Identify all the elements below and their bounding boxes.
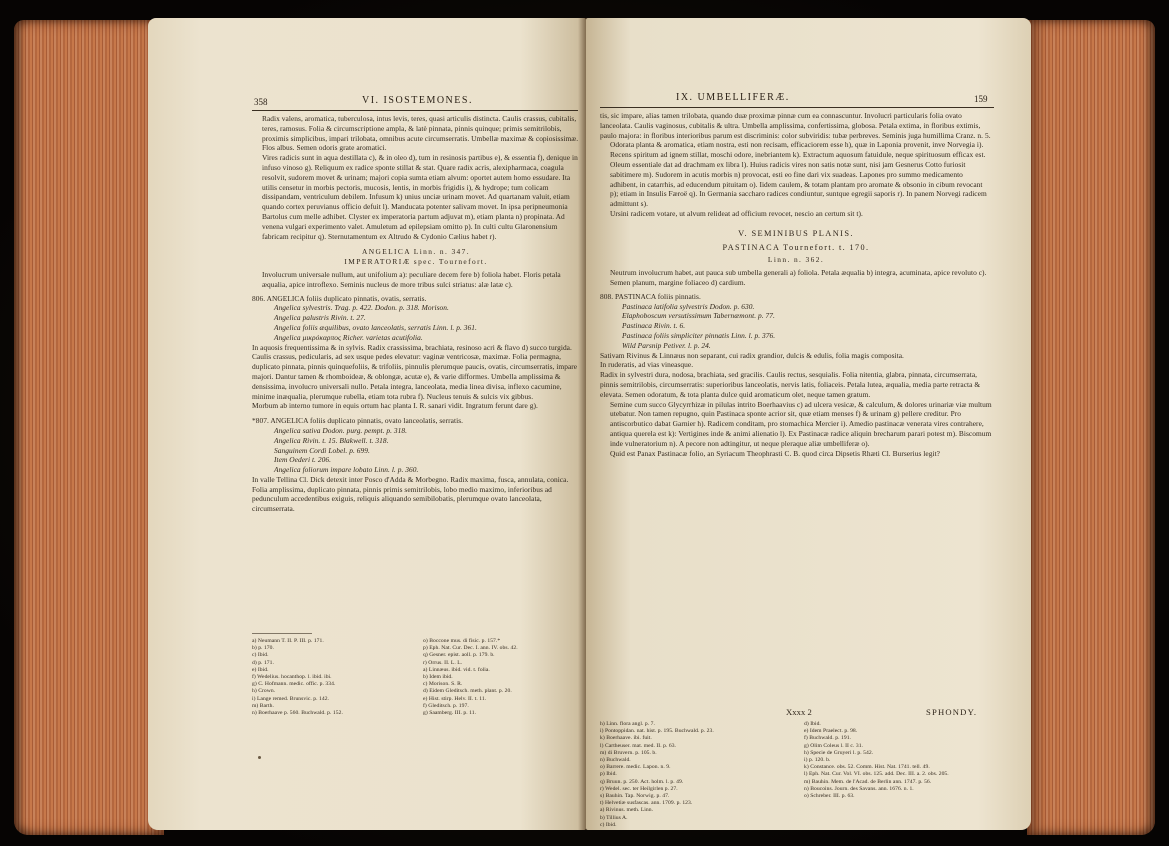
footnote: l) Eph. Nat. Cur. Vol. VI. obs. 125. add. Dec. III. a. 2. obs. 205.	[804, 771, 949, 778]
species-807-text: In valle Tellina Cl. Dick detexit inter Posco d'Adda & Morbegno. Radix maxima, fusca, annulata, conica. Folia amplissima, duplicato pinnata, pinnis primis semitrilobis, lobo medio maximo, inferioribus ad pedunculum accedentibus exiguis, reliquis aliquando semibilobatis, plerumque ovato lanceolata, circumserrata.	[252, 474, 569, 514]
left-page-edges	[14, 20, 164, 835]
right-para-odorata: Odorata planta & aromatica, etiam nostra, esti non recisam, efficaciorem esse h), quæ in Laponia provenit, inve Norvegia i).	[610, 140, 984, 150]
synonym-line: Angelica Rivin. t. 15. Blakwell. t. 318.	[274, 435, 389, 445]
footnote: f) Gleditsch. p. 197.	[423, 702, 469, 709]
synonym-line: Pastinaca Rivin. t. 6.	[622, 321, 686, 331]
synonym-line: Item Oederi t. 206.	[274, 455, 331, 465]
footnote: m) Barth.	[252, 702, 274, 709]
footnote: g) Saamberg. III. p. 11.	[423, 710, 477, 717]
species-806-title: 806. ANGELICA foliis duplicato pinnatis, ovatis, serratis.	[252, 293, 427, 303]
footnote: s) Bauhin. Tap. Norwig. p. 47.	[600, 793, 670, 800]
species-807-title: *807. ANGELICA foliis duplicato pinnatis, ovato lanceolatis, serratis.	[252, 416, 464, 426]
footnote: e) Idem Praelect. p. 98.	[804, 728, 858, 735]
right-para-quid: Quid est Panax Pastinacæ folio, an Syriacum Theophrasti C. B. quod circa Dipsetis Rhæti Cl. Burserius legit?	[610, 448, 940, 458]
right-page-edges	[1027, 20, 1155, 835]
right-header-rule	[600, 107, 994, 108]
footnote: b) Idem ibid.	[423, 674, 453, 681]
footnote: p) Ibid.	[600, 771, 617, 778]
footnote: f) Wedelius. hocanthop. l. ibid. ibi.	[252, 674, 332, 681]
footnote: h) Specie de Gruyeri l. p. 542.	[804, 749, 874, 756]
heading-imperatoriae: IMPERATORIÆ spec. Tournefort.	[344, 257, 488, 267]
footnote: h) Linn. flora angl. p. 7.	[600, 721, 655, 727]
footnote: e) Hist. stirp. Helv. II. t. 11.	[423, 695, 487, 702]
footnote: n) Boucoins. Journ. des Savans. ann. 1676. n. 1.	[804, 785, 914, 792]
right-para-neutrum: Neutrum involucrum habet, aut pauca sub umbella generali a) foliola. Petala æqualia b) integra, acuminata, apice revoluto c). Semen planum, margine foliaceo d) cardium.	[610, 268, 987, 287]
left-page-number: 358	[254, 97, 268, 107]
footnote: g) Olim Coleus l. II c. 31.	[804, 742, 863, 749]
synonym-line: Angelica sativa Dodon. purg. pempt. p. 318.	[274, 425, 408, 435]
footnote: a) Linnæus. ibid. vid. t. folia.	[423, 666, 490, 673]
footnote: n) Buchwald.	[600, 757, 631, 764]
footnote: b) Tillius A.	[600, 814, 628, 821]
right-para-recens: Recens spiritum ad ignem stillat, moschi odore, inebriantem k). Extractum aquosum fatuidule, neque spirituosum efficax est. Oleum essentiale dat ad drachmam ex libra l). Huius radicis vires non satis notæ sunt, nisi jam Gesnerus Cotto furiosit sabitimere m). Sudorem in acutis morbis n) provocat, esti eo fine dari vix suadeas. Lapones pro summo medicamento adhibent, in catarrhis, ad educendum pituitam o). Iidem caulem, & totam plantam pro aromate & obsonio in cibum revocant p); etiam in Insulis Færoë q). In Germania saccharo radices condiuntur, suntque egregii saporis r). In panem Norvegi radicem admittunt s).	[610, 150, 987, 209]
synonym-line: Pastinaca latifolia sylvestris Dodon. p. 630.	[622, 301, 755, 311]
footnote: d) p. 171.	[252, 659, 274, 666]
right-text-block	[600, 111, 992, 458]
footnote: o) Schreber. III. p. 63.	[804, 793, 855, 800]
left-page	[148, 18, 586, 830]
catchword: SPHONDY.	[926, 707, 978, 717]
footnote: c) Ibid.	[600, 821, 617, 828]
footnote: i) Pontoppidan. nat. hist. p. 195. Buchwald. p. 23.	[600, 728, 714, 735]
species-808-habitat: In ruderatis, ad vias vineasque.	[600, 360, 694, 370]
left-para-involucrum: Involucrum universale nullum, aut unifolium a): peculiare decem fere b) foliola habet. Floris petala æqualia, apice introflexo. Seminis nucleus de more tribus sulci striatus: alæ latæ c).	[262, 269, 561, 289]
right-footnotes-col-b	[804, 721, 992, 829]
footnote: r) Wedel. sec. ter Heilgirlen p. 27.	[600, 785, 678, 792]
right-para-top: tis, sic impare, alias tamen trilobata, quando duæ proximæ pinnæ cum ea connascuntur. Involucri particularis folia ovato lanceolata. Caulis vaginosus, cubitalis & ultra. Umbella amplissima, confertissima, globosa. Petala extima, in floribus extimis, paulo majora: in floribus interioribus parum est discriminis: color subviridis: tubæ perbreves. Seminis juga humillima Cranz. n. 5.	[600, 111, 991, 140]
footnote: k) Constance. obs. 52. Comm. Hist. Nat. 1741. tell. 49.	[804, 764, 930, 771]
species-806-tail: Morbum ab interno tumore in equis ortum hac planta I. R. sanari vidit. Ingratum ferunt dare g).	[252, 401, 538, 411]
species-808-note: Sativam Rivinus & Linnæus non separant, cui radix grandior, dulcis & edulis, folia magis composita.	[600, 350, 904, 360]
footnote: e) Ibid.	[252, 666, 269, 673]
left-running-header: VI. ISOSTEMONES.	[362, 95, 473, 106]
synonym-line: Angelica μικρόκαρπος Richer. varietas acutifolia.	[274, 332, 423, 342]
section-title: V. SEMINIBUS PLANIS.	[738, 228, 854, 238]
synonym-line: Elaphoboscum versutissimum Tabernæmont. p. 77.	[622, 311, 775, 321]
footnote: g) C. Hofmann. medic. offic. p. 334.	[252, 681, 336, 688]
footnote: t) Helvetiæ susfascas. ann. 1709. p. 123.	[600, 800, 693, 807]
synonym-line: Sanguinem Cordi Lobel. p. 699.	[274, 445, 370, 455]
left-footnotes	[252, 638, 578, 717]
footnote: q) Bruun. p. 250. Act. holm. l. p. 49.	[600, 778, 684, 785]
right-para-semine: Semine cum succo Glycyrrhizæ in pilulas intrito Boerhaavius c) ad ulcera vesicæ, & calculum, & dolores urinariæ viæ multum utebatur. Non tamen repugno, quin Pastinaca sponte acrior sit, quæ etiam menses f) & urinam g) pellere creditur. Pro antiscorbutico dabat Garnier h). Radicem conditam, pro stomachica Mercier i). Amedio pastinacæ venerata vires contrahere, antiqua querela est k): Vertigines inde & animi alienatio l). Ex Pastinacæ radice aliquin brecharum parari potest m). Biscomum inde vulneratorium n). A pecore non adtingitur, ut neque pleraque aliæ umbelliferæ o).	[610, 399, 992, 448]
left-footnote-rule	[252, 633, 312, 634]
footnote: c) Ibid.	[252, 652, 269, 659]
species-807-synonyms	[252, 426, 580, 475]
footnote: f) Buchwald. p. 191.	[804, 735, 851, 742]
footnote: a) Rivinus. meth. Linn.	[600, 807, 654, 814]
footnote: p) Eph. Nat. Cur. Dec. I. ann. IV. obs. 42.	[423, 645, 518, 652]
footnote: c) Morison. S. R.	[423, 681, 463, 688]
species-806-text: In aquosis frequentissima & in sylvis. Radix crassissima, brachiata, resinoso acri & flavo d) succo turgida. Caulis crassus, pedicularis, ad sex usque pedes elevatur: vaginæ ventricosæ, maximæ. Folia permagna, duplicato pinnata, pinnis quinquefoliis, & trifoliis, pinnulis plerumque paucis, ovatis, circumserratis, impare majori. Dantur tamen & rhomboideæ, & oblongæ, acutæ e), & varie difformes. Umbella amplissima & densissima, involucro universali nullo. Petala integra, lanceolata, media linea divisa, inflexo cacumine, minime inæqualia, plerumque rubella, etiam tota rubra f). Nucleus tenuis & sulcis vix gibbus.	[252, 342, 578, 401]
synonym-line: Angelica foliorum impare lobato Linn. l. p. 360.	[274, 465, 419, 475]
footnote: m) di Bruvern. p. 105. b.	[600, 749, 657, 756]
right-footnotes	[600, 721, 992, 829]
footnote: q) Gesner. epist. aoll. p. 179. b.	[423, 652, 495, 659]
footnote: a) Neumann T. II. P. III. p. 171.	[252, 638, 324, 644]
footnote: n) Boerhaave p. 560. Buchwald. p. 152.	[252, 710, 343, 717]
right-para-ursini: Ursini radicem votare, ut alvum relideat ad officium revocet, nescio an certum sit t).	[610, 208, 863, 218]
left-text-block	[252, 114, 580, 514]
right-footnotes-col-a	[600, 721, 788, 829]
footnote: d) Eidem Gleditsch. meth. plant. p. 20.	[423, 688, 512, 695]
synonym-line: Angelica sylvestris. Trag. p. 422. Dodon. p. 318. Morison.	[274, 303, 449, 313]
footnote: h) Crown.	[252, 688, 276, 695]
left-para-radix: Radix valens, aromatica, tuberculosa, intus levis, teres, quasi articulis distincta. Caulis crassus, cubitalis, teres, ramosus. Folia & circumscriptione ampla, & latè pinnata, pinnis quinque; primis semitrilobis, proximis simplicibus, impari trilobata, omnibus acute circumserratis. Umbellæ maximæ & copiosissimæ. Flos albus. Semen odoris grate aromatici.	[262, 114, 579, 153]
left-para-vires: Vires radicis sunt in aqua destillata c), & in oleo d), tum in resinosis partibus e), & essentia f), denique in infuso vinoso g). Reliquum ex radice sponte stillat & stat. Quare radix acris, alexipharmaca, coagula resolvit, sudorem movet & urinam; majori copia sumta etiam alvum: oportet autem homo essudare. Ita utilis censetur in morbis pectoris, mucosis, lentis, in morbis frigidis i), & hydrope; tum colicam dissipandam, ventriculum debilem. Infusum k) unius unciæ urinam movet. Ad quartanam valuit, etiam quando cortex peruvianus officio defuit l). Manducata potenter salivam movet. In ipsa peripneumonia Bartolus cum melle adhibet. Clyster ex imperatoria partum adjuvat m), etiam planta n) propinata. Ad venena vulgari experimento valet. Amuletum ad epilepsiam omitto p). In culti cultu Glaronensium fabricam recipitur q). Sternutamentum ex Altrudo & Cydonio Cælius habet r).	[262, 153, 578, 241]
left-footnotes-col-a	[252, 638, 407, 717]
right-page	[586, 18, 1031, 830]
species-808-synonyms	[600, 302, 992, 351]
synonym-line: Angelica foliis æquilibus, ovato lanceolatis, serratis Linn. l. p. 361.	[274, 322, 477, 332]
left-header-rule	[252, 110, 578, 111]
footnote: o) Barrere. medic. Lapon. n. 9.	[600, 764, 671, 771]
footnote: i) p. 120. b.	[804, 757, 831, 764]
ink-spot	[258, 756, 261, 759]
right-running-header: IX. UMBELLIFERÆ.	[676, 92, 790, 103]
heading-angelica: ANGELICA Linn. n. 347.	[362, 247, 470, 257]
footnote: d) Ibid.	[804, 721, 821, 727]
footnote: r) Orrus. II. L. L.	[423, 659, 463, 666]
footnote: o) Boccone mus. di fisic. p. 157.*	[423, 638, 501, 644]
footnote: k) Boerhaave. ibi. fuit.	[600, 735, 652, 742]
synonym-line: Wild Parsnip Petiver. l. p. 24.	[622, 340, 711, 350]
genus-linnaeus-number: Linn. n. 362.	[767, 255, 825, 265]
synonym-line: Pastinaca foliis simpliciter pinnatis Linn. l. p. 376.	[622, 330, 776, 340]
right-page-number: 159	[974, 94, 988, 104]
species-806-synonyms	[252, 303, 580, 342]
species-808-text: Radix in sylvestri dura, nodosa, brachiata, sed gracilis. Caulis rectus, sesquialis. Folia nitentia, glabra, pinnata, circumserrata, pinnis semitrilobis, circumserratis: superioribus lanceolatis, nervis latis, foliaceis. Petala lutea, æqualia, media parte retracta & elevata. Semen odoratum, & tota planta dulce quid aromaticum olet, neque tamen gratum.	[600, 370, 981, 399]
genus-heading-pastinaca: PASTINACA Tournefort. t. 170.	[722, 242, 870, 252]
signature-mark: Xxxx 2	[786, 707, 812, 717]
footnote: i) Lange remed. Brunsvic. p. 142.	[252, 695, 329, 702]
footnote: m) Bauhin. Mem. de l'Acad. de Berlin ann. 1747. p. 56.	[804, 778, 932, 785]
synonym-line: Angelica palustris Rivin. t. 27.	[274, 313, 366, 323]
species-808-title: 808. PASTINACA foliis pinnatis.	[600, 291, 701, 301]
left-footnotes-col-b	[423, 638, 578, 717]
footnote: l) Cartheuser. mat. med. II. p. 63.	[600, 742, 677, 749]
footnote: b) p. 170.	[252, 645, 274, 652]
